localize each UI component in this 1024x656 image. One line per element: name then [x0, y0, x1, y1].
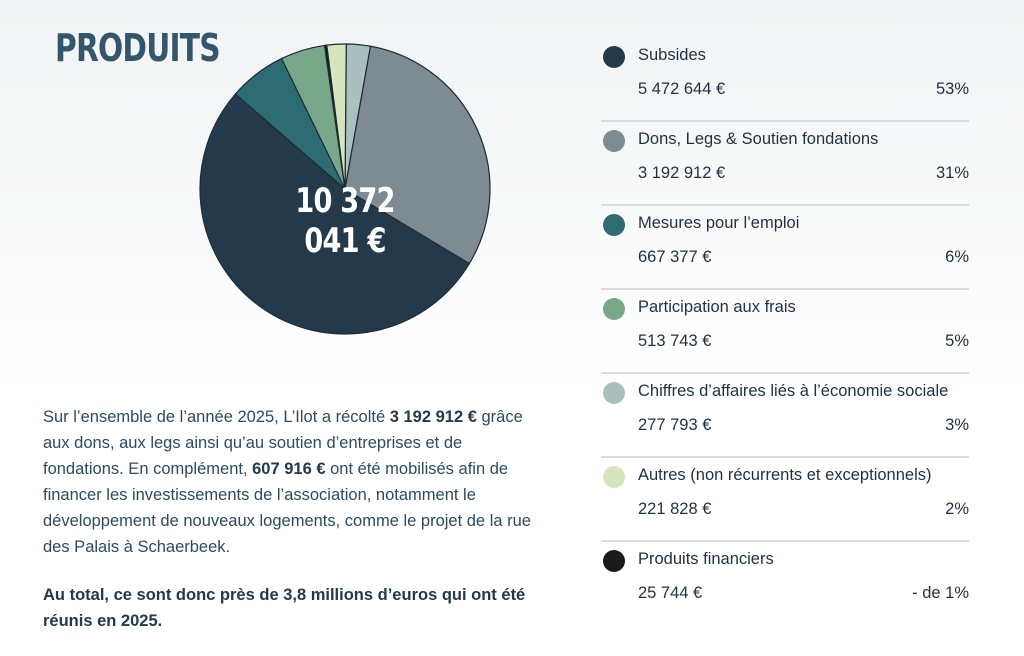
- legend-item-produits-financiers: [601, 542, 969, 626]
- legend-amount: 277 793 €: [638, 416, 712, 434]
- legend-percent: 31%: [935, 164, 969, 182]
- legend-percent: 2%: [945, 500, 969, 518]
- legend-amount: 667 377 €: [638, 248, 712, 266]
- description-text: [43, 404, 533, 656]
- legend-percent: 5%: [945, 332, 969, 350]
- legend-amount: 3 192 912 €: [638, 164, 726, 182]
- legend-dot: [603, 550, 625, 572]
- desc-amount-investments: 607 916 €: [252, 460, 326, 478]
- legend: [601, 38, 969, 626]
- legend-item-dons: [601, 122, 969, 206]
- legend-amount: 5 472 644 €: [638, 80, 726, 98]
- legend-label: Subsides: [638, 46, 706, 64]
- chart-title: PRODUITS: [55, 26, 220, 70]
- legend-percent: 3%: [945, 416, 969, 434]
- legend-amount: 513 743 €: [638, 332, 712, 350]
- legend-percent: 53%: [935, 80, 969, 98]
- description-paragraph-2: [43, 582, 533, 634]
- desc-summary: Au total, ce sont donc près de 3,8 millions d’euros qui ont été réunis en 2025.: [43, 586, 526, 630]
- pie-total-label: 10 372 041 €: [295, 181, 395, 261]
- legend-item-emploi: [601, 206, 969, 290]
- legend-dot: [603, 130, 625, 152]
- legend-label: Mesures pour l’emploi: [638, 214, 800, 232]
- legend-percent: - de 1%: [912, 584, 969, 602]
- legend-amount: 221 828 €: [638, 500, 712, 518]
- legend-item-participation: [601, 290, 969, 374]
- description-paragraph-1: [43, 404, 533, 560]
- legend-label: Participation aux frais: [638, 298, 796, 316]
- legend-percent: 6%: [945, 248, 969, 266]
- legend-label: Produits financiers: [638, 550, 774, 568]
- desc-text-part: Sur l’ensemble de l’année 2025, L’Ilot a récolté: [43, 408, 390, 426]
- legend-item-chiffres-affaires: [601, 374, 969, 458]
- legend-dot: [603, 298, 625, 320]
- desc-text-part: ont été mobilisés afin de financer les investissements de l’association, notamment le développement de nouveaux logements, comme le projet de la rue des Palais à Schaerbeek.: [43, 460, 531, 556]
- legend-dot: [603, 214, 625, 236]
- desc-amount-donations: 3 192 912 €: [389, 408, 477, 426]
- legend-item-autres: [601, 458, 969, 542]
- legend-dot: [603, 382, 625, 404]
- desc-text-part: grâce aux dons, aux legs ainsi qu’au soutien d’entreprises et de fondations. En complément,: [43, 408, 523, 478]
- legend-label: Dons, Legs & Soutien fondations: [638, 130, 879, 148]
- legend-dot: [603, 46, 625, 68]
- legend-dot: [603, 466, 625, 488]
- legend-item-subsides: [601, 38, 969, 122]
- legend-amount: 25 744 €: [638, 584, 703, 602]
- legend-label: Chiffres d’affaires liés à l’économie sociale: [638, 382, 949, 400]
- legend-label: Autres (non récurrents et exceptionnels): [638, 466, 932, 484]
